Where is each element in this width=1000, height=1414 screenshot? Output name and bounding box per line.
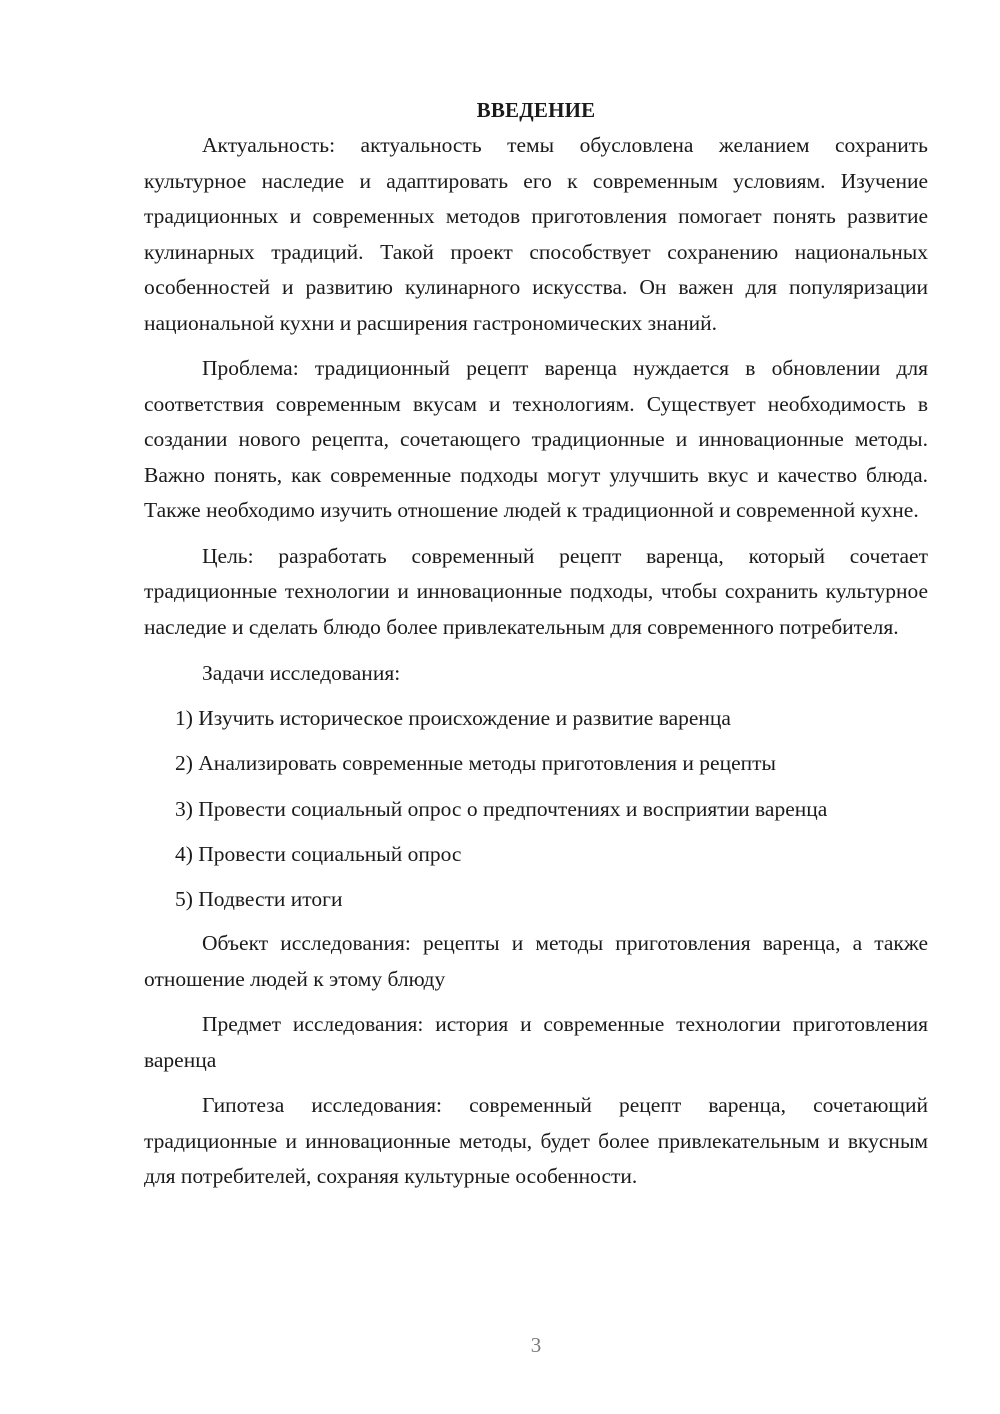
relevance-paragraph: Актуальность: актуальность темы обусловлена желанием сохранить культурное наследие и адаптировать его к современным условиям. Изучение традиционных и современных методов приготовления помогает понять развитие кулинарных традиций. Такой проект способствует сохранению национальных особенностей и развитию кулинарного искусства. Он важен для популяризации национальной кухни и расширения гастрономических знаний. — [144, 133, 928, 335]
page-title: ВВЕДЕНИЕ — [476, 98, 596, 122]
hypothesis-paragraph: Гипотеза исследования: современный рецепт варенца, сочетающий традиционные и инновационные методы, будет более привлекательным и вкусным для потребителей, сохраняя культурные особенности. — [144, 1093, 928, 1189]
list-item: 4) Провести социальный опрос — [175, 841, 462, 866]
list-item: 5) Подвести итоги — [175, 887, 343, 912]
problem-paragraph: Проблема: традиционный рецепт варенца нуждается в обновлении для соответствия современным вкусам и технологиям. Существует необходимость в создании нового рецепта, сочетающего традиционные и инновационные методы. Важно понять, как современные подходы могут улучшить вкус и качество блюда. Также необходимо изучить отношение людей к традиционной и современной кухне. — [144, 356, 928, 522]
list-item: 1) Изучить историческое происхождение и развитие варенца — [175, 706, 731, 730]
tasks-heading: Задачи исследования: — [202, 661, 401, 685]
page-number: 3 — [530, 1333, 542, 1357]
subject-paragraph: Предмет исследования: история и современные технологии приготовления варенца — [144, 1012, 928, 1072]
task-list — [144, 700, 928, 917]
document-page — [144, 92, 928, 1205]
list-item: 3) Провести социальный опрос о предпочтениях и восприятии варенца — [175, 796, 828, 821]
object-paragraph: Объект исследования: рецепты и методы приготовления варенца, а также отношение людей к этому блюду — [144, 931, 928, 991]
list-item: 2) Анализировать современные методы приготовления и рецепты — [175, 751, 776, 776]
goal-paragraph: Цель: разработать современный рецепт варенца, который сочетает традиционные технологии и инновационные подходы, чтобы сохранить культурное наследие и сделать блюдо более привлекательным для современного потребителя. — [144, 543, 928, 639]
